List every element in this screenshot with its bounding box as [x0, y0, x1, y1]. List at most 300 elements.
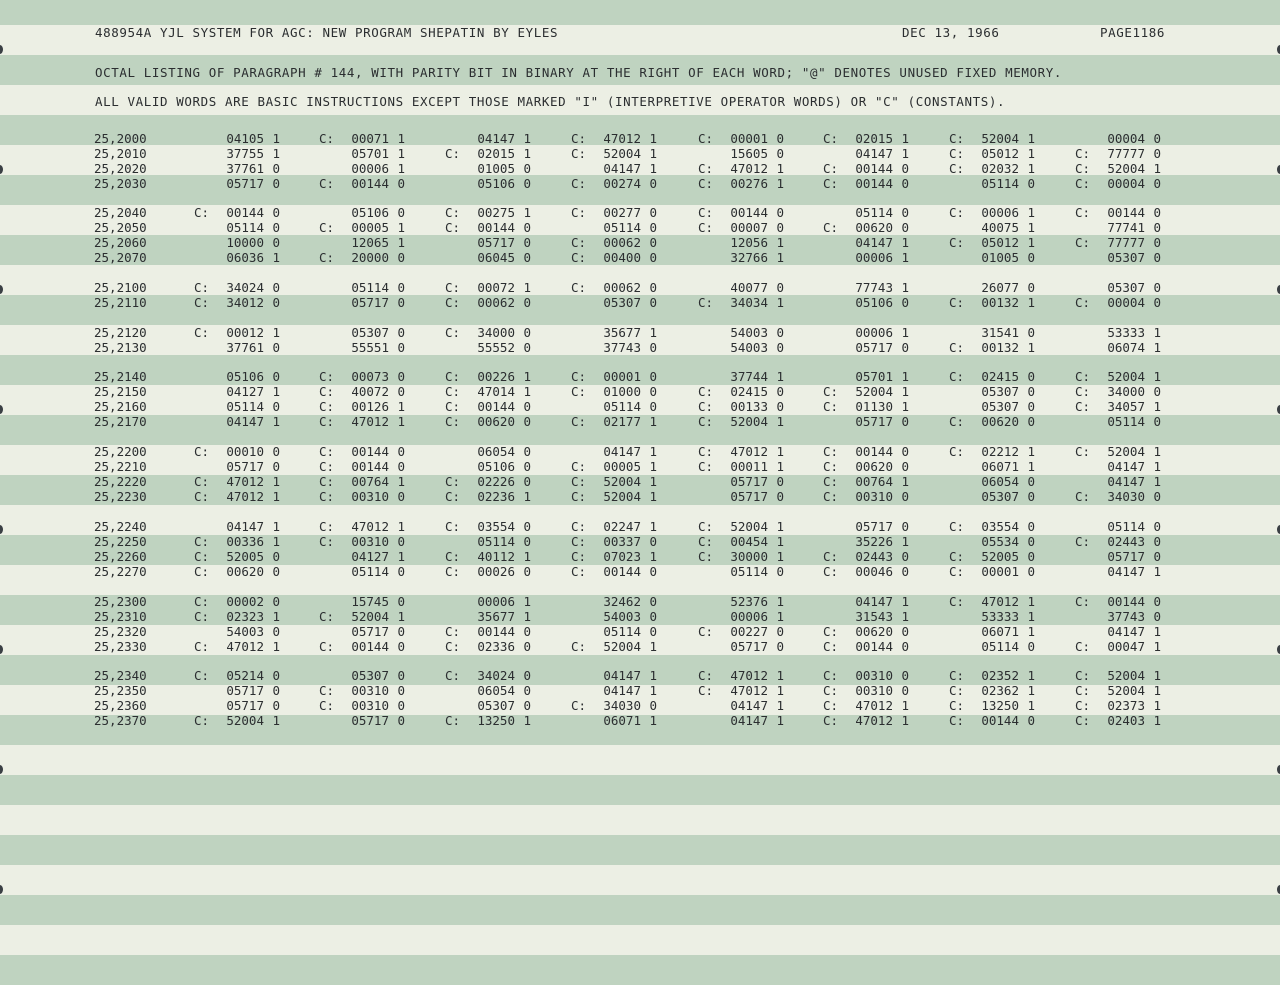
octal-value: 00337	[603, 534, 641, 549]
row-address: 25,2210	[94, 459, 147, 474]
parity-bit: 1	[901, 713, 909, 728]
octal-word	[823, 683, 909, 698]
greenbar-stripe	[0, 0, 1280, 25]
parity-bit: 0	[1027, 519, 1035, 534]
octal-word	[319, 205, 405, 220]
octal-word	[949, 414, 1035, 429]
octal-value: 04147	[603, 683, 641, 698]
octal-word	[571, 369, 657, 384]
octal-value: 34000	[477, 325, 515, 340]
octal-value: 06054	[477, 683, 515, 698]
octal-word	[445, 534, 531, 549]
octal-word	[194, 235, 280, 250]
parity-bit: 0	[1153, 280, 1161, 295]
octal-word	[319, 384, 405, 399]
word-type-marker: C:	[445, 399, 461, 414]
octal-word	[698, 564, 784, 579]
parity-bit: 1	[649, 489, 657, 504]
parity-bit: 1	[1027, 594, 1035, 609]
octal-value: 05114	[981, 639, 1019, 654]
greenbar-stripe	[0, 835, 1280, 865]
octal-value: 47012	[226, 474, 264, 489]
word-type-marker: C:	[319, 639, 335, 654]
octal-value: 04147	[226, 519, 264, 534]
octal-word	[319, 609, 405, 624]
parity-bit: 1	[1027, 683, 1035, 698]
word-type-marker: C:	[319, 220, 335, 235]
listing-row	[94, 534, 1194, 549]
octal-value: 35677	[603, 325, 641, 340]
word-type-marker: C:	[571, 534, 587, 549]
parity-bit: 0	[397, 594, 405, 609]
listing-row	[94, 474, 1194, 489]
parity-bit: 1	[1153, 459, 1161, 474]
listing-row	[94, 414, 1194, 429]
parity-bit: 1	[776, 459, 784, 474]
word-type-marker: C:	[1075, 639, 1091, 654]
parity-bit: 0	[1027, 549, 1035, 564]
octal-value: 53333	[1107, 325, 1145, 340]
octal-word	[319, 250, 405, 265]
parity-bit: 0	[1153, 519, 1161, 534]
octal-value: 37744	[730, 369, 768, 384]
octal-word	[1075, 489, 1161, 504]
octal-word	[194, 220, 280, 235]
octal-word	[319, 639, 405, 654]
octal-value: 02415	[981, 369, 1019, 384]
parity-bit: 0	[649, 624, 657, 639]
octal-value: 00062	[477, 295, 515, 310]
octal-value: 47014	[477, 384, 515, 399]
octal-word	[571, 549, 657, 564]
octal-value: 05307	[981, 399, 1019, 414]
word-type-marker: C:	[571, 280, 587, 295]
parity-bit: 1	[776, 235, 784, 250]
octal-value: 04147	[1107, 624, 1145, 639]
octal-word	[1075, 295, 1161, 310]
row-address: 25,2250	[94, 534, 147, 549]
word-type-marker: C:	[571, 549, 587, 564]
octal-value: 47012	[981, 594, 1019, 609]
parity-bit: 0	[1027, 713, 1035, 728]
octal-value: 03554	[477, 519, 515, 534]
octal-word	[1075, 594, 1161, 609]
octal-word	[319, 131, 405, 146]
parity-bit: 0	[523, 399, 531, 414]
octal-value: 05307	[351, 668, 389, 683]
parity-bit: 0	[523, 519, 531, 534]
parity-bit: 0	[1027, 474, 1035, 489]
word-type-marker: C:	[319, 609, 335, 624]
parity-bit: 0	[901, 220, 909, 235]
octal-word	[698, 250, 784, 265]
octal-value: 00132	[981, 340, 1019, 355]
parity-bit: 1	[272, 384, 280, 399]
octal-value: 00764	[855, 474, 893, 489]
row-address: 25,2300	[94, 594, 147, 609]
parity-bit: 0	[272, 564, 280, 579]
parity-bit: 0	[1153, 609, 1161, 624]
parity-bit: 0	[523, 161, 531, 176]
octal-value: 00071	[351, 131, 389, 146]
row-address: 25,2330	[94, 639, 147, 654]
description-line-1: OCTAL LISTING OF PARAGRAPH # 144, WITH PARITY BIT IN BINARY AT THE RIGHT OF EACH WORD; "@" DENOTES UNUSED FIXED MEMORY.	[95, 65, 1062, 80]
octal-value: 05214	[226, 668, 264, 683]
octal-value: 02247	[603, 519, 641, 534]
parity-bit: 0	[649, 340, 657, 355]
octal-value: 05106	[351, 205, 389, 220]
octal-word	[823, 295, 909, 310]
octal-word	[194, 474, 280, 489]
octal-word	[949, 534, 1035, 549]
octal-word	[1075, 161, 1161, 176]
octal-word	[445, 414, 531, 429]
parity-bit: 0	[1027, 534, 1035, 549]
octal-word	[1075, 280, 1161, 295]
octal-word	[194, 668, 280, 683]
word-type-marker: C:	[319, 459, 335, 474]
octal-value: 00007	[730, 220, 768, 235]
parity-bit: 0	[397, 489, 405, 504]
octal-value: 32766	[730, 250, 768, 265]
octal-value: 34012	[226, 295, 264, 310]
parity-bit: 0	[397, 369, 405, 384]
parity-bit: 1	[776, 414, 784, 429]
octal-value: 05307	[477, 698, 515, 713]
octal-value: 00062	[603, 280, 641, 295]
parity-bit: 0	[901, 564, 909, 579]
octal-word	[949, 399, 1035, 414]
octal-value: 47012	[351, 414, 389, 429]
parity-bit: 1	[272, 519, 280, 534]
octal-value: 02226	[477, 474, 515, 489]
octal-word	[698, 713, 784, 728]
octal-word	[949, 384, 1035, 399]
parity-bit: 1	[1153, 161, 1161, 176]
word-type-marker: C:	[823, 444, 839, 459]
row-address: 25,2310	[94, 609, 147, 624]
octal-word	[949, 624, 1035, 639]
octal-value: 02336	[477, 639, 515, 654]
word-type-marker: C:	[319, 683, 335, 698]
octal-word	[949, 369, 1035, 384]
word-type-marker: C:	[949, 131, 965, 146]
word-type-marker: C:	[319, 131, 335, 146]
octal-value: 00336	[226, 534, 264, 549]
parity-bit: 0	[397, 280, 405, 295]
octal-word	[698, 519, 784, 534]
octal-word	[949, 176, 1035, 191]
octal-value: 52005	[226, 549, 264, 564]
octal-value: 30000	[730, 549, 768, 564]
word-type-marker: C:	[698, 519, 714, 534]
octal-word	[319, 295, 405, 310]
parity-bit: 0	[523, 534, 531, 549]
octal-word	[319, 683, 405, 698]
word-type-marker: C:	[194, 325, 210, 340]
word-type-marker: C:	[194, 594, 210, 609]
parity-bit: 1	[1027, 205, 1035, 220]
octal-word	[1075, 369, 1161, 384]
octal-value: 31543	[855, 609, 893, 624]
octal-word	[194, 325, 280, 340]
octal-value: 54003	[603, 609, 641, 624]
parity-bit: 1	[649, 459, 657, 474]
word-type-marker: C:	[1075, 399, 1091, 414]
octal-value: 00011	[730, 459, 768, 474]
octal-value: 34024	[226, 280, 264, 295]
octal-word	[823, 534, 909, 549]
listing-row	[94, 594, 1194, 609]
parity-bit: 0	[901, 205, 909, 220]
listing-row	[94, 549, 1194, 564]
octal-value: 04147	[1107, 474, 1145, 489]
word-type-marker: C:	[571, 489, 587, 504]
octal-value: 00144	[226, 205, 264, 220]
parity-bit: 0	[1027, 325, 1035, 340]
octal-word	[1075, 220, 1161, 235]
octal-value: 32462	[603, 594, 641, 609]
octal-value: 00144	[855, 444, 893, 459]
octal-value: 06045	[477, 250, 515, 265]
octal-value: 00002	[226, 594, 264, 609]
octal-value: 05307	[981, 384, 1019, 399]
parity-bit: 1	[397, 235, 405, 250]
octal-value: 26077	[981, 280, 1019, 295]
octal-word	[571, 399, 657, 414]
octal-word	[319, 369, 405, 384]
octal-word	[194, 489, 280, 504]
octal-word	[1075, 235, 1161, 250]
parity-bit: 0	[272, 698, 280, 713]
octal-word	[698, 340, 784, 355]
octal-value: 06054	[981, 474, 1019, 489]
parity-bit: 0	[776, 146, 784, 161]
octal-value: 15745	[351, 594, 389, 609]
octal-word	[823, 399, 909, 414]
parity-bit: 0	[397, 340, 405, 355]
parity-bit: 1	[397, 146, 405, 161]
octal-word	[445, 594, 531, 609]
octal-word	[698, 459, 784, 474]
parity-bit: 1	[523, 131, 531, 146]
parity-bit: 1	[1153, 698, 1161, 713]
parity-bit: 0	[272, 280, 280, 295]
octal-value: 47012	[730, 668, 768, 683]
octal-word	[823, 340, 909, 355]
octal-value: 47012	[730, 683, 768, 698]
word-type-marker: C:	[445, 668, 461, 683]
octal-value: 05114	[226, 399, 264, 414]
octal-word	[194, 414, 280, 429]
octal-word	[571, 176, 657, 191]
octal-word	[571, 609, 657, 624]
octal-value: 00274	[603, 176, 641, 191]
octal-word	[1075, 519, 1161, 534]
word-type-marker: C:	[445, 549, 461, 564]
word-type-marker: C:	[823, 474, 839, 489]
row-address: 25,2240	[94, 519, 147, 534]
octal-value: 00026	[477, 564, 515, 579]
octal-value: 00620	[855, 459, 893, 474]
octal-value: 54003	[226, 624, 264, 639]
octal-word	[194, 534, 280, 549]
octal-value: 02403	[1107, 713, 1145, 728]
octal-value: 00144	[477, 399, 515, 414]
octal-value: 52376	[730, 594, 768, 609]
octal-word	[698, 683, 784, 698]
octal-value: 00004	[1107, 176, 1145, 191]
octal-value: 00310	[351, 534, 389, 549]
octal-value: 34030	[1107, 489, 1145, 504]
octal-value: 52004	[730, 519, 768, 534]
octal-value: 05114	[603, 399, 641, 414]
word-type-marker: C:	[319, 369, 335, 384]
octal-value: 00001	[730, 131, 768, 146]
octal-word	[1075, 624, 1161, 639]
parity-bit: 1	[901, 250, 909, 265]
octal-word	[698, 609, 784, 624]
octal-word	[571, 340, 657, 355]
parity-bit: 0	[1153, 384, 1161, 399]
word-type-marker: C:	[823, 131, 839, 146]
octal-word	[445, 235, 531, 250]
parity-bit: 1	[649, 146, 657, 161]
octal-word	[823, 235, 909, 250]
parity-bit: 0	[272, 668, 280, 683]
row-address: 25,2150	[94, 384, 147, 399]
octal-value: 00012	[226, 325, 264, 340]
parity-bit: 1	[272, 534, 280, 549]
tractor-hole	[0, 645, 3, 654]
parity-bit: 1	[1153, 444, 1161, 459]
parity-bit: 0	[649, 609, 657, 624]
word-type-marker: C:	[1075, 668, 1091, 683]
parity-bit: 1	[397, 220, 405, 235]
octal-word	[823, 369, 909, 384]
parity-bit: 1	[523, 609, 531, 624]
octal-value: 05717	[855, 519, 893, 534]
octal-word	[823, 624, 909, 639]
octal-word	[571, 713, 657, 728]
word-type-marker: C:	[194, 564, 210, 579]
octal-value: 37761	[226, 340, 264, 355]
octal-word	[949, 444, 1035, 459]
octal-word	[949, 668, 1035, 683]
octal-word	[698, 384, 784, 399]
parity-bit: 0	[272, 369, 280, 384]
octal-value: 05114	[477, 534, 515, 549]
parity-bit: 0	[649, 205, 657, 220]
octal-word	[445, 564, 531, 579]
octal-value: 00010	[226, 444, 264, 459]
word-type-marker: C:	[949, 519, 965, 534]
word-type-marker: C:	[698, 534, 714, 549]
word-type-marker: C:	[1075, 534, 1091, 549]
octal-value: 37761	[226, 161, 264, 176]
parity-bit: 1	[776, 698, 784, 713]
octal-value: 00144	[730, 205, 768, 220]
octal-word	[445, 399, 531, 414]
octal-value: 05114	[351, 564, 389, 579]
parity-bit: 0	[523, 414, 531, 429]
octal-value: 05114	[603, 624, 641, 639]
parity-bit: 0	[272, 444, 280, 459]
parity-bit: 0	[649, 534, 657, 549]
word-type-marker: C:	[571, 639, 587, 654]
parity-bit: 1	[649, 161, 657, 176]
parity-bit: 1	[1027, 295, 1035, 310]
parity-bit: 0	[1027, 414, 1035, 429]
word-type-marker: C:	[949, 683, 965, 698]
octal-word	[571, 564, 657, 579]
octal-word	[823, 459, 909, 474]
word-type-marker: C:	[698, 668, 714, 683]
octal-value: 40075	[981, 220, 1019, 235]
parity-bit: 1	[523, 146, 531, 161]
octal-word	[698, 131, 784, 146]
parity-bit: 0	[649, 564, 657, 579]
word-type-marker: C:	[949, 698, 965, 713]
octal-word	[823, 639, 909, 654]
parity-bit: 1	[776, 668, 784, 683]
octal-word	[949, 340, 1035, 355]
octal-word	[823, 250, 909, 265]
octal-value: 04147	[730, 713, 768, 728]
octal-value: 04147	[603, 161, 641, 176]
octal-value: 52004	[1107, 668, 1145, 683]
octal-word	[949, 161, 1035, 176]
octal-word	[1075, 534, 1161, 549]
octal-value: 06071	[603, 713, 641, 728]
octal-word	[319, 146, 405, 161]
octal-word	[194, 698, 280, 713]
parity-bit: 0	[523, 340, 531, 355]
listing-row	[94, 295, 1194, 310]
octal-value: 05534	[981, 534, 1019, 549]
word-type-marker: C:	[1075, 161, 1091, 176]
word-type-marker: C:	[949, 295, 965, 310]
octal-word	[698, 325, 784, 340]
octal-word	[445, 146, 531, 161]
parity-bit: 1	[1153, 325, 1161, 340]
parity-bit: 0	[272, 176, 280, 191]
word-type-marker: C:	[949, 146, 965, 161]
parity-bit: 1	[397, 161, 405, 176]
octal-value: 54003	[730, 340, 768, 355]
octal-value: 06071	[981, 459, 1019, 474]
listing-row	[94, 161, 1194, 176]
octal-word	[571, 489, 657, 504]
octal-word	[1075, 176, 1161, 191]
octal-value: 05114	[981, 176, 1019, 191]
word-type-marker: C:	[1075, 176, 1091, 191]
octal-word	[1075, 713, 1161, 728]
octal-word	[698, 369, 784, 384]
word-type-marker: C:	[571, 176, 587, 191]
word-type-marker: C:	[319, 176, 335, 191]
parity-bit: 0	[901, 414, 909, 429]
parity-bit: 1	[776, 534, 784, 549]
parity-bit: 1	[1027, 340, 1035, 355]
octal-word	[698, 668, 784, 683]
octal-word	[571, 624, 657, 639]
parity-bit: 0	[1153, 205, 1161, 220]
word-type-marker: C:	[949, 564, 965, 579]
parity-bit: 1	[523, 205, 531, 220]
word-type-marker: C:	[194, 474, 210, 489]
word-type-marker: C:	[698, 176, 714, 191]
